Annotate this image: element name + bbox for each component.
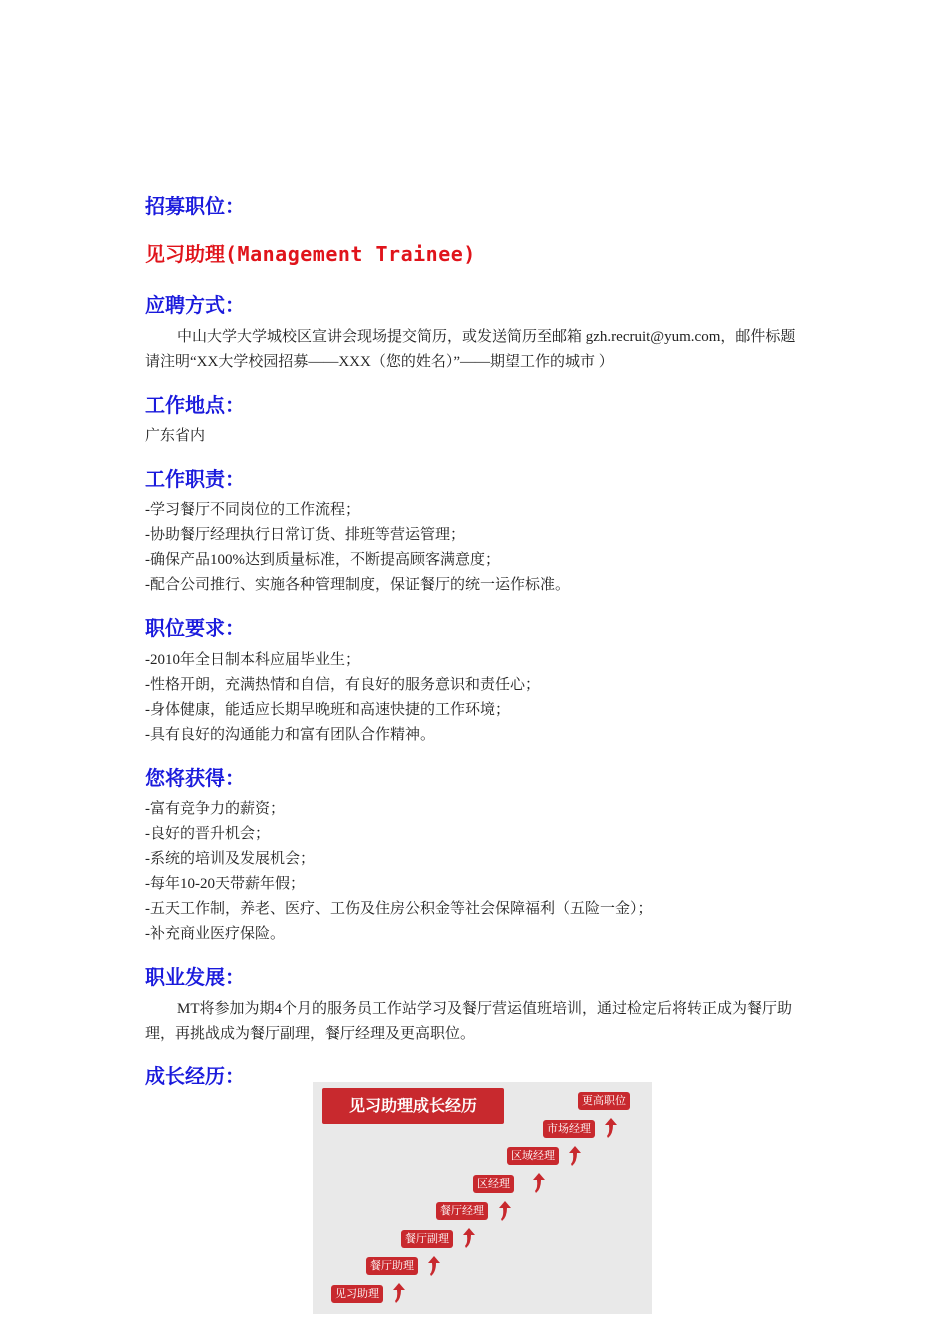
location-text: 广东省内 (145, 428, 206, 444)
heading-location: 工作地点： (145, 393, 245, 417)
list-item: -确保产品100%达到质量标准，不断提高顾客满意度； (145, 552, 500, 568)
list-item: -学习餐厅不同岗位的工作流程； (145, 502, 360, 518)
growth-diagram (313, 1082, 652, 1314)
heading-duties: 工作职责： (145, 467, 245, 491)
list-item: -2010年全日制本科应届毕业生； (145, 652, 360, 668)
diagram-title: 见习助理成长经历 (322, 1088, 504, 1124)
heading-apply: 应聘方式： (145, 293, 245, 317)
step-label: 餐厅副理 (401, 1230, 453, 1248)
heading-requirements: 职位要求： (145, 616, 245, 640)
career-text: MT将参加为期4个月的服务员工作站学习及餐厅营运值班培训，通过检定后将转正成为餐厅助理，再挑战成为餐厅副理，餐厅经理及更高职位。 (145, 1001, 793, 1042)
heading-position: 招募职位： (145, 194, 245, 218)
list-item: -补充商业医疗保险。 (145, 926, 285, 942)
step-label: 市场经理 (543, 1120, 595, 1138)
list-item: -协助餐厅经理执行日常订货、排班等营运管理； (145, 527, 465, 543)
step-label: 区经理 (473, 1175, 514, 1193)
apply-text: 中山大学大学城校区宣讲会现场提交简历，或发送简历至邮箱 gzh.recruit@yum.com，邮件标题请注明“XX大学校园招募——XXX（您的姓名）”——期望工作的城市 ） (145, 329, 796, 370)
benefits-list (145, 797, 653, 947)
list-item: -配合公司推行、实施各种管理制度，保证餐厅的统一运作标准。 (145, 577, 570, 593)
step-label: 餐厅经理 (436, 1202, 488, 1220)
up-arrow-icon (463, 1228, 475, 1248)
list-item: -富有竞争力的薪资； (145, 801, 285, 817)
list-item: -每年10-20天带薪年假； (145, 876, 305, 892)
up-arrow-icon (499, 1201, 511, 1221)
job-title-en: (Management Trainee) (225, 242, 476, 266)
list-item: -具有良好的沟通能力和富有团队合作精神。 (145, 727, 435, 743)
up-arrow-icon (605, 1118, 617, 1138)
job-title (145, 238, 476, 267)
job-title-cn: 见习助理 (145, 242, 225, 266)
list-item: -性格开朗，充满热情和自信，有良好的服务意识和责任心； (145, 677, 540, 693)
step-label: 餐厅助理 (366, 1257, 418, 1275)
heading-growth: 成长经历： (145, 1064, 245, 1088)
requirements-list (145, 648, 540, 748)
list-item: -良好的晋升机会； (145, 826, 270, 842)
heading-career: 职业发展： (145, 965, 245, 989)
list-item: -系统的培训及发展机会； (145, 851, 315, 867)
heading-benefits: 您将获得： (145, 766, 245, 790)
step-label: 更高职位 (578, 1092, 630, 1110)
up-arrow-icon (533, 1173, 545, 1193)
list-item: -身体健康，能适应长期早晚班和高速快捷的工作环境； (145, 702, 510, 718)
step-label: 区域经理 (507, 1147, 559, 1165)
up-arrow-icon (428, 1256, 440, 1276)
duties-list (145, 498, 570, 598)
step-label: 见习助理 (331, 1285, 383, 1303)
list-item: -五天工作制，养老、医疗、工伤及住房公积金等社会保障福利（五险一金）； (145, 901, 653, 917)
up-arrow-icon (393, 1283, 405, 1303)
up-arrow-icon (569, 1146, 581, 1166)
